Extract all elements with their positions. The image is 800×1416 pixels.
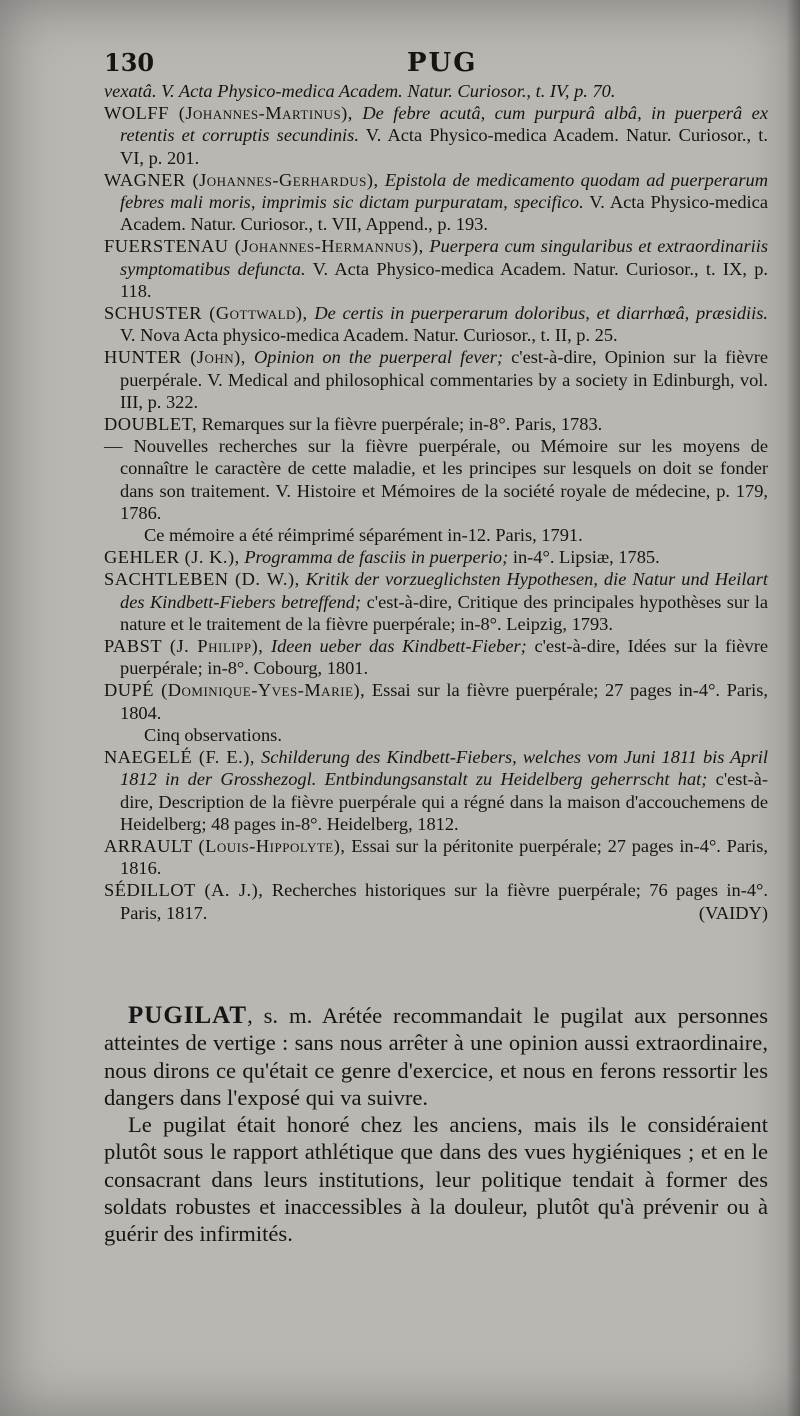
- page-number: 130: [104, 48, 155, 77]
- bibliography: [104, 80, 768, 924]
- bibliography-entry: [104, 679, 768, 723]
- entry-title: Epistola de medicamento quodam ad puerperarum febres mali moris, imprimis sic dictam purpuratam, specifico.: [120, 169, 768, 213]
- bibliography-entry: [104, 746, 768, 835]
- entry-author: DUPÉ (Dominique-Yves-Marie),: [104, 680, 366, 701]
- entry-title: vexatâ. V. Acta Physico-medica Academ. Natur. Curiosor., t. IV, p. 70.: [104, 81, 616, 101]
- bibliography-entry: [104, 302, 768, 346]
- bibliography-entry: [104, 546, 768, 568]
- entry-title: Opinion on the puerperal fever;: [253, 347, 503, 368]
- bibliography-entry: [104, 724, 768, 746]
- entry-details: c'est-à-dire, Idées sur la fièvre puerpérale; in-8°. Cobourg, 1801.: [120, 636, 768, 679]
- entry-author: DOUBLET,: [104, 414, 198, 435]
- entry-title: Puerpera cum singularibus et extraordinariis symptomatibus defuncta.: [120, 236, 768, 279]
- bibliography-entry: [104, 80, 768, 102]
- entry-title: De febre acutâ, cum purpurâ albâ, in puerperâ ex retentis et corruptis secundinis.: [120, 103, 769, 146]
- entry-details: c'est-à-dire, Critique des principales hypothèses sur la nature et le traitement de la fièvre puerpérale; in-8°. Leipzig, 1793.: [120, 591, 768, 634]
- bibliography-entry: [104, 413, 768, 435]
- entry-title: De certis in puerperarum doloribus, et diarrhœâ, præsidiis.: [314, 303, 769, 324]
- entry-author: ARRAULT (Louis-Hippolyte),: [104, 835, 346, 856]
- bibliography-entry: [104, 169, 768, 236]
- entry-details: V. Nova Acta physico-medica Academ. Natur. Curiosor., t. II, p. 25.: [120, 325, 618, 346]
- bibliography-entry: [104, 635, 768, 679]
- article-headword: PUGILAT: [128, 1002, 248, 1029]
- bibliography-entry: [104, 835, 768, 879]
- entry-details: Recherches historiques sur la fièvre puerpérale; 76 pages in-4°. Paris, 1817.: [120, 880, 768, 923]
- bibliography-entry: [104, 346, 768, 413]
- page-header: [104, 48, 764, 82]
- entry-author: PABST (J. Philipp),: [104, 636, 264, 657]
- entry-details: Essai sur la péritonite puerpérale; 27 pages in-4°. Paris, 1816.: [120, 835, 768, 879]
- entry-author: SÉDILLOT (A. J.),: [104, 880, 264, 901]
- headword-suffix: , s. m.: [247, 1003, 313, 1028]
- entry-author: WAGNER (Johannes-Gerhardus),: [104, 169, 379, 190]
- entry-author: FUERSTENAU (Johannes-Hermannus),: [104, 236, 424, 257]
- author-signature: (VAIDY): [698, 902, 768, 923]
- entry-author: SACHTLEBEN (D. W.),: [104, 569, 300, 590]
- entry-details: Cinq observations.: [144, 724, 282, 745]
- entry-details: in-4°. Lipsiæ, 1785.: [512, 547, 660, 568]
- paragraph-1-text: Arétée recommandait le pugilat aux personnes atteintes de vertige : sans nous arrêter à une opinion aussi extraordinaire, nous dirons ce qu'était ce genre d'exercice, et nous en ferons ressortir les dangers dans l'exposé qui va suivre.: [104, 1003, 769, 1110]
- running-head: PUG: [407, 48, 478, 78]
- entry-author: GEHLER (J. K.),: [104, 547, 240, 568]
- entry-details: V. Acta Physico-medica Academ. Natur. Curiosor., t. VII, Append., p. 193.: [120, 192, 768, 235]
- entry-details: c'est-à-dire, Opinion sur la fièvre puerpérale. V. Medical and philosophical commentaries by a society in Edinburgh, vol. III, p. 322.: [120, 347, 768, 412]
- entry-title: Programma de fasciis in puerperio;: [244, 547, 509, 568]
- entry-author: HUNTER (John),: [104, 347, 246, 368]
- entry-details: Essai sur la fièvre puerpérale; 27 pages in-4°. Paris, 1804.: [120, 680, 768, 723]
- entry-details: V. Acta Physico-medica Academ. Natur. Curiosor., t. VI, p. 201.: [120, 125, 769, 168]
- article-pugilat: [104, 1002, 768, 1248]
- entry-title: Kritik der vorzueglichsten Hypothesen, die Natur und Heilart des Kindbett-Fiebers betreffend;: [120, 569, 768, 612]
- bibliography-entry: [104, 435, 768, 524]
- entry-details: Remarques sur la fièvre puerpérale; in-8°. Paris, 1783.: [201, 414, 603, 435]
- entry-details: Ce mémoire a été réimprimé séparément in-12. Paris, 1791.: [144, 525, 583, 546]
- page-edge-shadow: [786, 0, 800, 1416]
- entry-author: —: [104, 436, 123, 457]
- entry-author: WOLFF (Johannes-Martinus),: [104, 103, 353, 124]
- bibliography-entry: [104, 235, 768, 302]
- entry-title: Schilderung des Kindbett-Fiebers, welches vom Juni 1811 bis April 1812 in der Grosshezogl. Entbindungsanstalt zu Heidelberg geherrscht hat;: [120, 747, 768, 790]
- entry-details: V. Acta Physico-medica Academ. Natur. Curiosor., t. IX, p. 118.: [120, 258, 769, 301]
- bibliography-entry: [104, 102, 768, 169]
- article-paragraph-1: [104, 1002, 768, 1111]
- entry-author: SCHUSTER (Gottwald),: [104, 303, 308, 324]
- entry-title: Ideen ueber das Kindbett-Fieber;: [270, 636, 527, 657]
- article-paragraph-2: Le pugilat était honoré chez les anciens, mais ils le considéraient plutôt sous le rapport athlétique que dans des vues hygiéniques ; et en le consacrant dans leurs institutions, leur politique tendait à former des soldats robustes et inaccessibles à la douleur, plutôt qu'à prévenir ou à guérir des infirmités.: [104, 1112, 768, 1247]
- entry-details: c'est-à-dire, Description de la fièvre puerpérale qui a régné dans la maison d'accouchemens de Heidelberg; 48 pages in-8°. Heidelberg, 1812.: [120, 769, 768, 834]
- bibliography-entry: [104, 568, 768, 635]
- entry-details: Nouvelles recherches sur la fièvre puerpérale, ou Mémoire sur les moyens de connaître le caractère de cette maladie, et les principes sur lesquels on doit se fonder dans son traitement. V. Histoire et Mémoires de la société royale de médecine, p. 179, 1786.: [120, 436, 768, 523]
- bibliography-entry: [104, 524, 768, 546]
- entry-author: NAEGELÉ (F. E.),: [104, 747, 255, 768]
